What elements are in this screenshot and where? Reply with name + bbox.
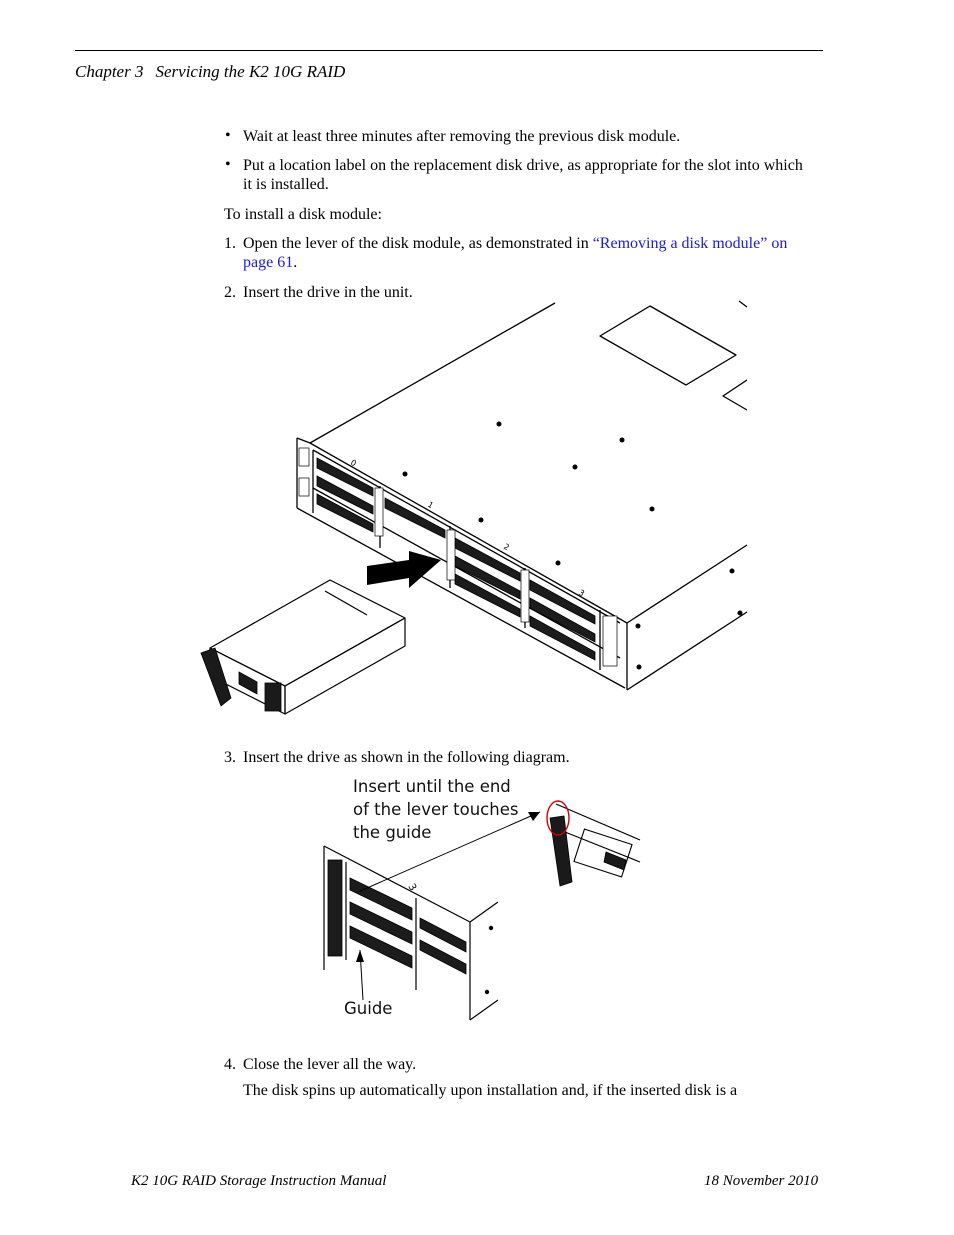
disk-module-drawing (210, 580, 405, 714)
step-1-text: Open the lever of the disk module, as demonstrated in (243, 235, 593, 252)
bullet-2: Put a location label on the replacement disk drive, as appropriate for the slot into which it is installed. (243, 157, 803, 193)
step-1 (243, 234, 813, 272)
step-4: Close the lever all the way. (243, 1056, 417, 1073)
slot-label-2: 2 (502, 541, 511, 553)
slot-label-0: 0 (349, 457, 358, 469)
insertion-arrow (367, 551, 441, 588)
step-1-end: . (293, 254, 298, 271)
chapter-label: Chapter 3 (75, 62, 144, 81)
step-2: Insert the drive in the unit. (243, 284, 413, 301)
slot-label-1: 1 (426, 499, 435, 511)
bullet-marker: • (225, 156, 231, 173)
step-number: 2. (224, 284, 236, 301)
insert-callout-label: Insert until the end of the lever touches the guide (353, 777, 519, 842)
chassis-insertion-figure (195, 298, 755, 718)
guide-callout-label: Guide (344, 999, 393, 1018)
cross-reference-link[interactable]: “Removing a disk module” on page 61 (243, 235, 788, 271)
slot-label-3: 3 (577, 587, 586, 599)
step-3: Insert the drive as shown in the following diagram. (243, 749, 570, 766)
footer-date: 18 November 2010 (704, 1173, 819, 1189)
step-number: 1. (224, 235, 236, 252)
bullet-1: Wait at least three minutes after removing the previous disk module. (243, 128, 681, 145)
intro-text: To install a disk module: (224, 206, 382, 223)
step-4-followup: The disk spins up automatically upon installation and, if the inserted disk is a (243, 1082, 738, 1099)
header-rule (75, 50, 823, 51)
lever-guide-figure (320, 790, 650, 1030)
running-header (75, 62, 345, 82)
step-number: 4. (224, 1056, 236, 1073)
bullet-marker: • (225, 127, 231, 144)
slot-label-3-detail: 3 (405, 882, 419, 894)
step-number: 3. (224, 749, 236, 766)
footer-manual-title: K2 10G RAID Storage Instruction Manual (131, 1173, 387, 1189)
section-title: Servicing the K2 10G RAID (155, 62, 346, 81)
